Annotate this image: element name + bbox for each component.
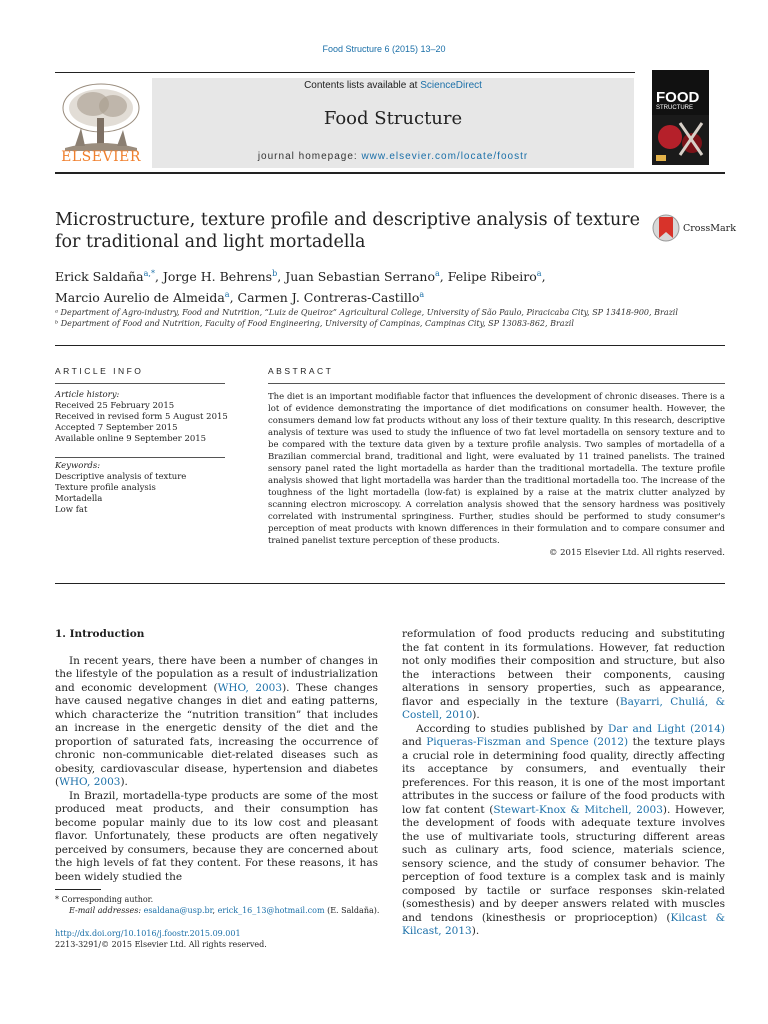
- affiliations: [55, 307, 725, 329]
- affiliation-a: ᵃ Department of Agro-industry, Food and Nutrition, “Luiz de Queiroz” Agricultural College, University of São Paulo, Piracicaba City, SP 13418-900, Brazil: [55, 308, 678, 317]
- history-item: Received 25 February 2015: [55, 401, 175, 411]
- author-affiliation-marker[interactable]: a: [536, 269, 542, 278]
- abstract-rule: [268, 383, 725, 384]
- elsevier-wordmark: ELSEVIER: [61, 149, 141, 165]
- paragraph-text: and: [402, 736, 427, 748]
- author-affiliation-marker[interactable]: b: [272, 269, 278, 278]
- affiliation-b: ᵇ Department of Food and Nutrition, Faculty of Food Engineering, University of Campinas, Campinas City, SP 13083-862, Brazil: [55, 319, 574, 328]
- header-bottom-rule: [55, 172, 725, 174]
- journal-citation-link[interactable]: Food Structure 6 (2015) 13–20: [322, 44, 446, 54]
- body-column-left: [55, 628, 378, 884]
- author-name[interactable]: Felipe Ribeiro: [447, 269, 537, 285]
- author-name[interactable]: Juan Sebastian Serrano: [285, 269, 435, 285]
- email-separator: ,: [212, 906, 218, 915]
- article-history: [55, 390, 230, 445]
- keyword-item: Mortadella: [55, 494, 103, 504]
- keywords-rule: [55, 457, 225, 458]
- abstract-heading: ABSTRACT: [268, 366, 334, 376]
- contents-prefix: Contents lists available at: [304, 80, 421, 91]
- history-item: Accepted 7 September 2015: [55, 423, 178, 433]
- email-link[interactable]: erick_16_13@hotmail.com: [217, 906, 325, 915]
- footnote: [55, 894, 455, 916]
- crossmark-label: CrossMark: [683, 223, 736, 234]
- keywords-label: Keywords:: [55, 461, 101, 471]
- journal-cover-image: [652, 70, 709, 165]
- author-name[interactable]: Jorge H. Behrens: [162, 269, 273, 285]
- paragraph-text: the texture plays a crucial role in determining food quality, directly affecting its acceptance by consumers, and eventually their preferences. For this reason, it is one of the most important attributes in the success or failure of the food products with low fat content (: [402, 736, 725, 816]
- journal-homepage: [152, 151, 634, 162]
- email-label: E-mail addresses:: [69, 906, 144, 915]
- issn-copyright: 2213-3291/© 2015 Elsevier Ltd. All rights reserved.: [55, 940, 267, 949]
- abstract-body: [268, 391, 725, 559]
- paragraph-text: According to studies published by: [416, 722, 608, 735]
- doi-block: [55, 928, 455, 950]
- keywords: [55, 461, 230, 516]
- abstract-copyright: © 2015 Elsevier Ltd. All rights reserved.: [548, 548, 725, 558]
- article-info-rule: [55, 383, 225, 384]
- author-separator: ,: [541, 269, 546, 285]
- title-block-rule: [55, 345, 725, 346]
- citation-link[interactable]: Piqueras-Fiszman and Spence (2012): [426, 736, 629, 748]
- author-affiliation-marker[interactable]: a,*: [143, 269, 155, 278]
- keyword-item: Low fat: [55, 505, 88, 515]
- email-suffix: (E. Saldaña).: [324, 906, 380, 915]
- elsevier-logo: [55, 78, 147, 168]
- paragraph-text: In recent years, there have been a number of changes in the lifestyle of the population as a result of industrialization and economic development (: [55, 654, 378, 694]
- author-name[interactable]: Marcio Aurelio de Almeida: [55, 290, 225, 306]
- journal-name: Food Structure: [323, 108, 463, 129]
- keyword-item: Descriptive analysis of texture: [55, 472, 187, 482]
- abstract-bottom-rule: [55, 583, 725, 584]
- citation-link[interactable]: WHO, 2003: [217, 681, 283, 694]
- paragraph-text: reformulation of food products reducing and substituting the fat content in its formulations. However, fat reduction not only modifies their composition and structure, but also the interactions between their components, causing alterations in sensory properties, such as appearance, flavor and especially in the texture (: [402, 628, 725, 708]
- paragraph-text: In Brazil, mortadella-type products are some of the most produced meat products, and their consumption has become popular mainly due to its low cost and pleasant flavor. Unfortunately, these products are often negatively perceived by consumers, because they are concerned about the high levels of fat they content. For these reasons, it has been widely studied the: [55, 789, 378, 883]
- homepage-link[interactable]: www.elsevier.com/locate/foostr: [361, 151, 529, 162]
- article-title: Microstructure, texture profile and descriptive analysis of texture for traditional and light mortadella: [55, 210, 640, 252]
- crossmark-icon: [652, 212, 680, 244]
- author-affiliation-marker[interactable]: a: [419, 290, 425, 300]
- history-item: Received in revised form 5 August 2015: [55, 412, 228, 422]
- corresponding-author-note: * Corresponding author.: [55, 895, 154, 904]
- article-info-heading: ARTICLE INFO: [55, 366, 144, 376]
- section-heading-introduction: 1. Introduction: [55, 628, 145, 640]
- author-separator: ,: [277, 269, 286, 285]
- citation-link[interactable]: Kilcast & Kilcast, 2013: [402, 911, 725, 937]
- sciencedirect-link[interactable]: ScienceDirect: [420, 80, 482, 91]
- paragraph-text: ). These changes have caused negative changes in diet and eating patterns, which characterize the “nutrition transition” that includes an increase in the energetic density of the diet and the proportion of saturated fats, increasing the occurrence of chronic non-communicable diet-related diseases such as obesity, cardiovascular disease, hypertension and diabetes (: [55, 681, 379, 788]
- history-label: Article history:: [55, 390, 120, 400]
- citation-link[interactable]: Bayarri, Chuliá, & Costell, 2010: [402, 695, 725, 721]
- paragraph: [402, 628, 725, 723]
- paragraph: [55, 790, 378, 885]
- citation-link[interactable]: Stewart-Knox & Mitchell, 2003: [493, 803, 663, 816]
- author-name[interactable]: Carmen J. Contreras-Castillo: [237, 290, 420, 306]
- abstract-text: The diet is an important modifiable factor that influences the development of chronic diseases. There is a lot of evidence demonstrating the importance of diet modifications on consumer health. However, the consumers demand low fat products without any loss of their texture quality. In this research, descriptive analysis of texture was used to study the influence of two fat level mortadella on sensory texture and to be compared with the texture data given by a texture profile analysis. Two samples of mortadella of a Brazilian commercial brand, traditional and light, were evaluated by 11 trained panelists. The trained sensory panel rated the light mortadella as harder than the traditional mortadella. The texture profile analysis showed that light mortadella was harder than the traditional mortadella too. The increase of the toughness of the light mortadella (low-fat) is explained by a raise at the matrix clutter analyzed by scanning electron microscopy. A correlation analysis showed that the sensory hardness was positively correlated with instrumental springiness. Further, studies should be performed to study consumer's perception of meat products with known differences in their formulation and to compare consumer and trained panelist texture perception of these products.: [268, 392, 725, 546]
- header-top-rule: [55, 72, 635, 73]
- author-name[interactable]: Erick Saldaña: [55, 269, 144, 285]
- author-affiliation-marker[interactable]: a: [435, 269, 440, 278]
- doi-link[interactable]: http://dx.doi.org/10.1016/j.foostr.2015.09.001: [55, 929, 241, 938]
- paragraph-text: ).: [120, 776, 128, 788]
- cover-art-icon: [652, 115, 709, 165]
- footnote-rule: [55, 889, 101, 890]
- author-list: [55, 265, 655, 307]
- crossmark-button[interactable]: [652, 212, 742, 244]
- paragraph: [55, 655, 378, 790]
- cover-title-line2: STRUCTURE: [656, 105, 693, 111]
- email-link[interactable]: esaldana@usp.br: [143, 906, 213, 915]
- paragraph-text: ).: [472, 709, 480, 721]
- contents-availability: [152, 80, 634, 91]
- body-column-right: [402, 628, 725, 939]
- author-separator: ,: [439, 269, 448, 285]
- citation-link[interactable]: Dar and Light (2014): [607, 722, 725, 735]
- citation-link[interactable]: WHO, 2003: [59, 776, 121, 788]
- paragraph-text: ).: [471, 925, 480, 937]
- keyword-item: Texture profile analysis: [55, 483, 156, 493]
- author-affiliation-marker[interactable]: a: [224, 290, 230, 300]
- history-item: Available online 9 September 2015: [55, 434, 207, 444]
- paragraph-text: ). However, the development of foods with adequate texture involves the use of multivariate tools, structuring different areas such as culinary arts, food science, materials science, sensory science, and the study of consumer behavior. The perception of food texture is a complex task and is mainly composed by tactile or surface responses skin-related (somesthesis) and by deeper answers related with muscles and tendons (kinesthesis or proprioception) (: [402, 803, 725, 924]
- cover-title-line1: FOOD: [656, 89, 700, 106]
- author-separator: ,: [154, 269, 163, 285]
- author-separator: ,: [229, 290, 238, 306]
- homepage-prefix: journal homepage:: [257, 151, 362, 162]
